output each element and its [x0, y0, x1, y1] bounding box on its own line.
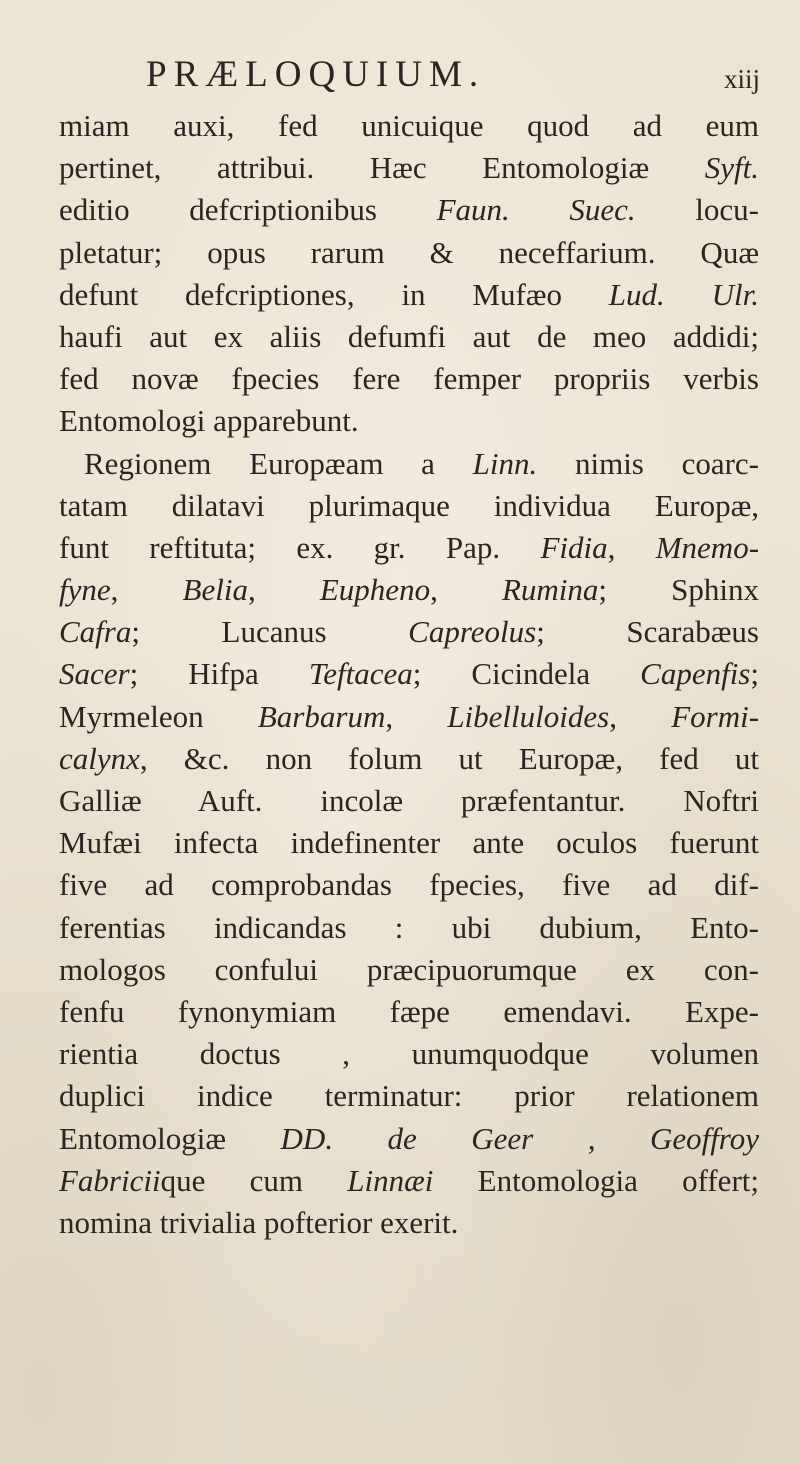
text-line	[59, 611, 759, 653]
italic-text: Rumina	[501, 572, 599, 608]
italic-text: Mnemo-	[655, 529, 760, 565]
text-line	[59, 738, 759, 780]
italic-text: Barbarum	[257, 698, 386, 734]
text-run: fenfu fynonymiam fæpe emendavi. Expe-	[59, 993, 759, 1029]
text-run: Entomologia offert;	[433, 1162, 759, 1198]
text-run: locu-	[635, 192, 759, 228]
text-line	[59, 1118, 759, 1160]
text-run: editio defcriptionibus	[59, 192, 437, 228]
text-run: defunt defcriptiones, in Mufæo	[59, 276, 609, 312]
text-line	[59, 232, 759, 274]
text-run: haufi aut ex aliis defumfi aut de meo addidi;	[59, 318, 759, 354]
italic-text: Sacer	[59, 656, 130, 692]
page-number: xiij	[723, 64, 760, 94]
text-run: ,	[607, 529, 656, 565]
italic-text: Eupheno	[319, 572, 431, 608]
italic-text: Belia	[182, 572, 248, 608]
text-run: mologos confului præcipuorumque ex con-	[59, 951, 759, 987]
text-run: nimis coarc-	[537, 445, 760, 481]
text-run: pletatur; opus rarum & neceffarium. Quæ	[59, 234, 759, 270]
italic-text: Capenfis	[640, 656, 751, 692]
text-run: Entomologi apparebunt.	[59, 403, 359, 439]
text-line	[59, 1160, 759, 1202]
text-line	[59, 864, 759, 906]
text-run: Myrmeleon	[59, 698, 258, 734]
text-line	[59, 274, 759, 316]
italic-text: Linnæi	[347, 1162, 434, 1198]
text-run: five ad comprobandas fpecies, five ad dif-	[59, 867, 759, 903]
text-run: Galliæ Auft. incolæ præfentantur. Noftri	[59, 783, 759, 818]
text-run: ,	[385, 698, 448, 734]
text-line	[59, 485, 759, 527]
text-run: tatam dilatavi plurimaque individua Europæ,	[59, 487, 759, 523]
text-run: duplici indice terminatur: prior relationem	[59, 1078, 759, 1114]
text-run: Entomologiæ	[59, 1120, 281, 1156]
text-line	[59, 527, 759, 569]
italic-text: Teftacea	[308, 656, 413, 692]
italic-text: Libelluloides	[447, 698, 610, 734]
text-run: fed novæ fpecies fere femper propriis verbis	[59, 361, 759, 397]
text-line	[59, 949, 759, 991]
italic-text: Formi-	[671, 698, 760, 734]
text-run: Mufæi infecta indefinenter ante oculos fuerunt	[59, 825, 759, 861]
text-line	[59, 105, 759, 147]
italic-text: DD. de Geer , Geoffroy	[280, 1120, 759, 1156]
text-run: miam auxi, fed unicuique quod ad eum	[59, 108, 759, 143]
text-line	[59, 907, 759, 949]
text-line	[59, 696, 759, 738]
text-line	[59, 1033, 759, 1075]
text-run: ; Scarabæus	[536, 614, 759, 650]
text-run: nomina trivialia pofterior exerit.	[59, 1204, 459, 1240]
text-run: que cum	[160, 1162, 348, 1198]
text-line	[59, 991, 759, 1033]
italic-text: Linn.	[472, 445, 538, 481]
italic-text: Fabricii	[59, 1162, 161, 1198]
text-run: ;	[750, 656, 759, 692]
text-line	[59, 569, 759, 611]
text-line	[59, 358, 759, 400]
text-run: ferentias indicandas : ubi dubium, Ento-	[59, 909, 759, 945]
text-line	[59, 400, 759, 442]
text-run: ; Lucanus	[131, 614, 409, 650]
text-line	[59, 147, 759, 189]
text-line	[59, 1075, 759, 1117]
italic-text: Fidia	[540, 529, 608, 565]
text-line	[59, 189, 759, 231]
text-run: ,	[110, 572, 183, 608]
text-line	[59, 1202, 759, 1244]
body-text	[59, 105, 759, 1244]
italic-text: fyne	[59, 572, 111, 608]
italic-text: Lud. Ulr.	[608, 276, 759, 312]
text-line	[59, 316, 759, 358]
text-run: ,	[430, 572, 502, 608]
text-line	[59, 780, 759, 822]
text-line	[59, 653, 759, 695]
text-run: ,	[609, 698, 672, 734]
italic-text: Faun. Suec.	[436, 192, 636, 228]
running-header	[40, 50, 760, 100]
header-title: PRÆLOQUIUM.	[146, 54, 486, 95]
italic-text: Cafra	[59, 614, 132, 650]
text-line	[59, 443, 759, 485]
text-run: Regionem Europæam a	[84, 445, 473, 481]
text-run: ; Cicindela	[412, 656, 641, 692]
text-run: pertinet, attribui. Hæc Entomologiæ	[59, 150, 705, 186]
italic-text: Capreolus	[408, 614, 537, 650]
italic-text: calynx	[59, 740, 140, 776]
text-run: funt reftituta; ex. gr. Pap.	[59, 529, 541, 565]
text-run: ; Hifpa	[129, 656, 309, 692]
text-run: rientia doctus , unumquodque volumen	[59, 1036, 759, 1072]
text-run: ; Sphinx	[598, 572, 760, 608]
text-run: ,	[247, 572, 320, 608]
text-line	[59, 822, 759, 864]
text-run: , &c. non folum ut Europæ, fed ut	[139, 740, 759, 776]
italic-text: Syft.	[704, 150, 759, 186]
